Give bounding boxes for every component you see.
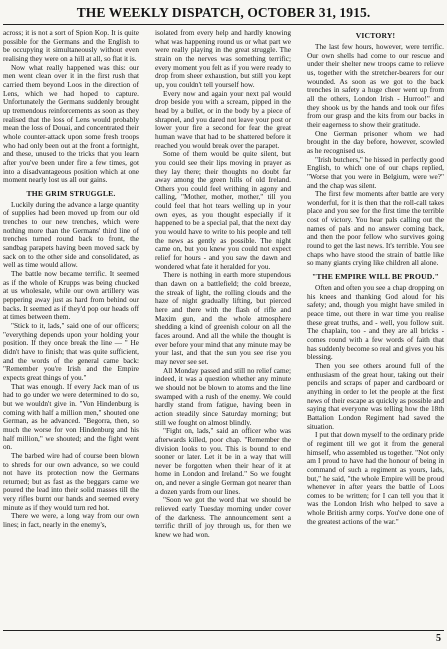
- column-1: [3, 29, 139, 629]
- paragraph: "Fight on, lads," said an officer who was afterwards killed, poor chap. "Remember the division looks to you. This is bound to end sooner or later. Let it be in a way that will never be forgotten when their hear of it at home in London and Ireland." So we fought on, and never a single German got nearer than a dozen yards from our lines.: [155, 426, 291, 496]
- column-2: [155, 29, 291, 629]
- paragraph: The last few hours, however, were terrific. Our own shells had come to our rescue and under their shelter new troops came to relieve us, together with the stretcher-bearers for our wounded. As soon as we got to the back trenches in safety a huge cheer went up from all the others, London Irish - Hurroo!" and they shook us by the hands and took our fifes from our grasp and the kits from our backs in their eagerness to show their gratitude.: [307, 42, 444, 129]
- paragraph: "Soon we got the word that we should be relieved early Tuesday morning under cover of the darkness. The announcement sent a terrific thrill of joy through us, for then we knew we had won.: [155, 495, 291, 540]
- column-3: [307, 29, 444, 629]
- paragraph: There is nothing in earth more stupendous than dawn on a battlefield; the cold breeze, the streak of light, the rolling clouds and the haze of night gradually lifting, but pierced here and there with the flash of rifle and Maxim gun, and the whole atmosphere shedding a kind of greenish colour on all the faces around. And all the while the thought is ever before your mind that any minute may be your last, and that the sun you see rise you may never see set.: [155, 270, 291, 366]
- section-heading: "THE EMPIRE WILL BE PROUD.": [312, 272, 439, 282]
- paragraph: Some of them would be quite silent, but you could see their lips moving in prayer as they lay there; their thoughts no doubt far away among the green hills of old Ireland. Others you could feel writhing in agony and calling, "Mother, mother, mother," till you could feel that hot tears welling up in your own eyes, as you thought especially if it happened to be a special pal, that the next day you would have to write to his people and tell the news as gently as possible. The night came on, but you knew you could not expect relief for hours - and you saw the dawn and wondered what fate it heralded for you.: [155, 149, 291, 271]
- paragraph: The first few moments after battle are very wonderful, for it is then that the roll-call takes place and you see for the first time the terrible cost of victory. You hear pals calling out the names of pals and no answer coming back, and then the poor fellow who survives going round to get the last news. It's terrible. You see chaps who have stood the strain of battle like so many giants crying like children all alone.: [307, 189, 444, 268]
- paragraph: Often and often you see a chap dropping on his knees and thanking God aloud for his safety; and, though you might have smiled in peace time, out there in war time you realise these great truths, and - well, you follow suit. The chaplain, too - and they are all bricks - comes round with a few words of faith that has suddenly become so real and gives you his blessing.: [307, 283, 444, 362]
- paragraph: There we were, a long way from our own lines; in fact, nearly in the enemy's,: [3, 511, 139, 530]
- masthead: THE WEEKLY DISPATCH, OCTOBER 31, 1915.: [76, 5, 371, 20]
- paragraph: Every now and again your next pal would drop beside you with a scream, pipped in the head by a bullet, or in the body by a piece of shrapnel, and you dared not leave your post or lower your fire a second for fear the great human wave that had to be shattered before it reached you would break over the parapet.: [155, 88, 291, 150]
- paragraph: "Irish butchers," he hissed in perfectly good English, to which one of our chaps replied, "Worse that you were in Belgium, were we?" and the chap was silent.: [307, 154, 444, 190]
- paragraph: Then you see others around full of the enthusiasm of the great hour, taking out their pencils and scraps of paper and cardboard or anything in order to let the people at the first news of their escape as quickly as possible and saying that everyone was telling how the 18th Battalion London Regiment had saved the situation.: [307, 360, 444, 431]
- paragraph: That was enough. If every Jack man of us had to go under we were determined to do so, but we wouldn't give in. "Von Hindenburg is coming with half a million men," shouted one German, as he advanced. "Begorra, then, so much the worse for von Hindenburg and his half million," we shouted; and the fight went on.: [3, 381, 139, 452]
- masthead-rule: [3, 24, 444, 25]
- section-heading: VICTORY!: [355, 31, 396, 40]
- paragraph: The barbed wire had of course been blown to shreds for our own advance, so we could not have its protection now the Germans returned; but as fast as the beggars came we poured the lead into their solid masses till the very rifles burnt our hands and seemed every minute as if they would turn red hot.: [3, 450, 139, 512]
- page-number: 5: [436, 633, 441, 644]
- paragraph: One German prisoner whom we had brought in the day before, however, scowled as he recognised us.: [307, 128, 444, 155]
- paragraph: All Monday passed and still no relief came; indeed, it was a question whether any minute we should not be blown to atoms and the line swamped with a rush of the enemy. We could hardly stand from fatigue, having been in action steadily since Saturday morning; but still we fought on almost blindly.: [155, 365, 291, 427]
- paragraph: "Stick to it, lads," said one of our officers; "everything depends upon your holding your position. If they once break the line — " He didn't have to finish; that was quite sufficient, and the words of the general came back: "Remember you're Irish and the Empire expects great things of you.": [3, 321, 139, 382]
- section-heading: THE GRIM STRUGGLE.: [26, 188, 116, 198]
- paragraph: Now what really happened was this: our men went clean over it in the first rush that carried them beyond Loos in the direction of Lens, which we had hoped to capture. Unfortunately the Germans suddenly brought up tremendous reinforcements as soon as they realised that the loss of Lens would probably mean the loss of Douai, and concentrated their whole counter-attack upon some fresh troops who had only been out at the front a fortnight, and these, unused to the tricks that you learn after you've been under fire a few times, got into a disadvantageous position which at one moment nearly lost us all our gains.: [3, 62, 139, 185]
- paragraph: across; it is not a sort of Spion Kop. It is quite possible for the Germans and the English to be occupying it simultaneously without even realising they were on a hill at all, so flat it is.: [3, 29, 139, 63]
- paragraph: The battle now became terrific. It seemed as if the whole of Krupps was being chucked at us wholesale, while our own artillery was peppering away just as hard from behind our backs. It seemed as if they'd pop our heads off at times between them.: [3, 269, 139, 322]
- paragraph: I put that down myself to the ordinary pride of regiment till we got it from the general himself, who assembled us together. "Not only am I proud to have had the honour of being in command of such a regiment as yours, lads, but," he said, "the whole Empire will be proud whenever in after years the battle of Loos comes to be written; for I can tell you that it was the London Irish who helped to save a whole British army corps. You've done one of the greatest actions of the war.": [307, 430, 444, 526]
- footer-rule: [3, 630, 444, 631]
- paragraph: Luckily during the advance a large quantity of supplies had been moved up from our old trenches to our new trenches, which were nothing more than the Germans' third line of trenches turned round back to front, the sandbag parapets having been moved sack by sack on to the other side and consolidated, as well as time would allow.: [3, 199, 139, 270]
- paragraph: isolated from every help and hardly knowing what was happening round us or what part we were really playing in the great struggle. The strain on the nerves was something terrific; every moment you felt as if you were ready to drop from sheer exhaustion, but still you kept up, you couldn't tell yourself how.: [155, 29, 291, 89]
